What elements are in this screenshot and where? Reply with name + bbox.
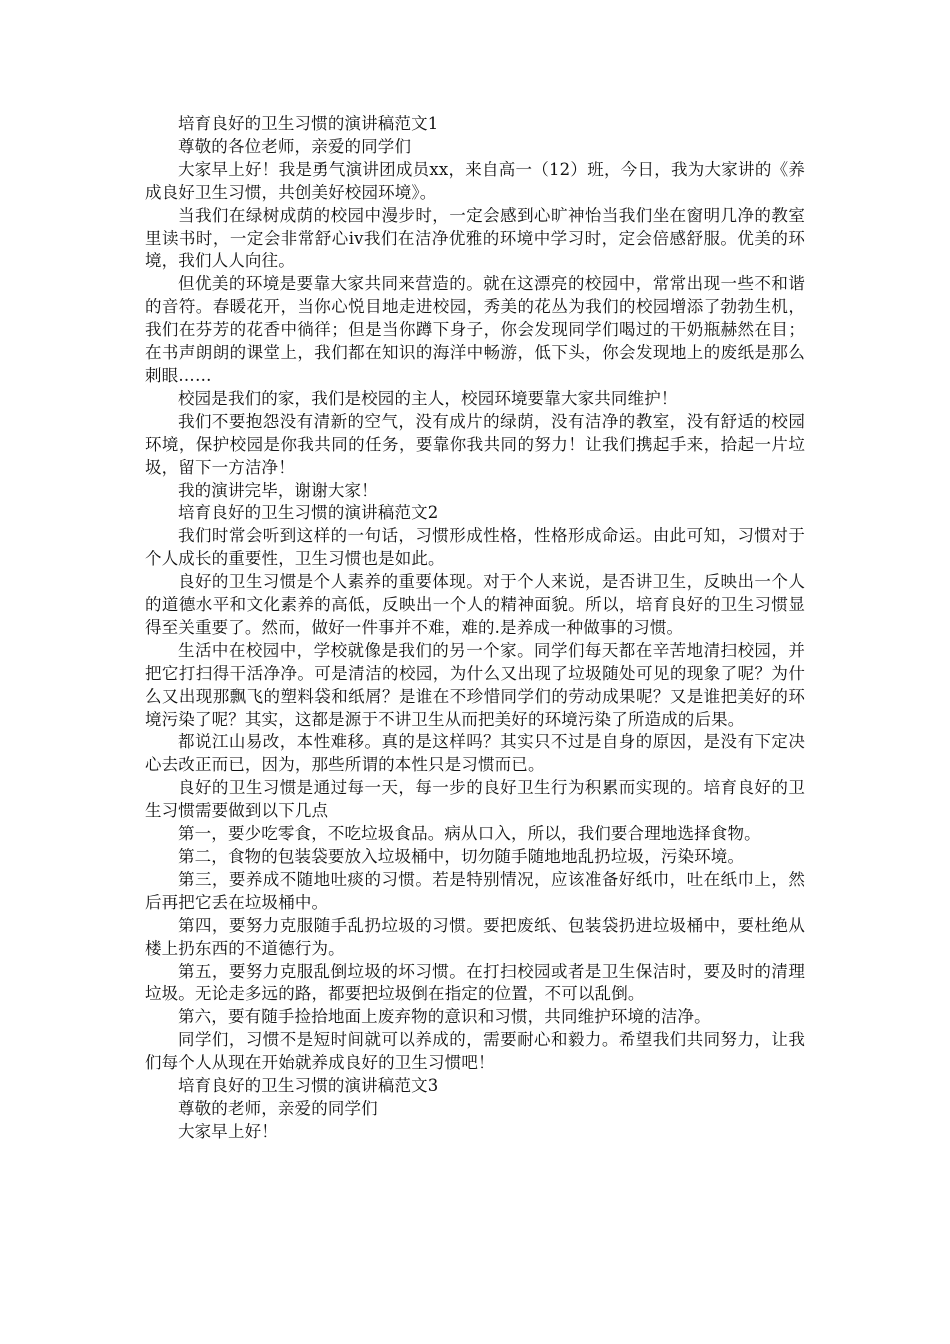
paragraph: 大家早上好！我是勇气演讲团成员xx，来自高一（12）班，今日，我为大家讲的《养成良好卫生习惯，共创美好校园环境》。 — [145, 159, 805, 202]
paragraph: 良好的卫生习惯是通过每一天，每一步的良好卫生行为积累而实现的。培育良好的卫生习惯需要做到以下几点 — [145, 778, 805, 821]
paragraph: 校园是我们的家，我们是校园的主人，校园环境要靠大家共同维护！ — [178, 388, 678, 408]
greeting: 大家早上好！ — [178, 1121, 278, 1141]
list-item: 第六，要有随手捡拾地面上废弃物的意识和习惯，共同维护环境的洁净。 — [178, 1007, 711, 1027]
section-title-2: 培育良好的卫生习惯的演讲稿范文2 — [178, 503, 439, 523]
list-item: 第四，要努力克服随手乱扔垃圾的习惯。要把废纸、包装袋扔进垃圾桶中，要杜绝从楼上扔东西的不道德行为。 — [145, 915, 805, 958]
salutation: 尊敬的老师，亲爱的同学们 — [178, 1098, 378, 1118]
list-item: 第五，要努力克服乱倒垃圾的坏习惯。在打扫校园或者是卫生保洁时，要及时的清理垃圾。无论走多远的路，都要把垃圾倒在指定的位置，不可以乱倒。 — [145, 961, 805, 1004]
paragraph: 当我们在绿树成荫的校园中漫步时，一定会感到心旷神怡当我们坐在窗明几净的教室里读书时，一定会非常舒心iv我们在洁净优雅的环境中学习时，定会倍感舒服。优美的环境，我们人人向往。 — [145, 205, 805, 271]
paragraph: 我们不要抱怨没有清新的空气，没有成片的绿荫，没有洁净的教室，没有舒适的校园环境，保护校园是你我共同的任务，要靠你我共同的努力！让我们携起手来，拾起一片垃圾，留下一方洁净！ — [145, 411, 805, 477]
section-title-1: 培育良好的卫生习惯的演讲稿范文1 — [178, 114, 439, 133]
paragraph: 同学们，习惯不是短时间就可以养成的，需要耐心和毅力。希望我们共同努力，让我们每个人从现在开始就养成良好的卫生习惯吧！ — [145, 1030, 805, 1073]
paragraph: 我们时常会听到这样的一句话，习惯形成性格，性格形成命运。由此可知，习惯对于个人成长的重要性，卫生习惯也是如此。 — [145, 526, 805, 569]
section-title-3: 培育良好的卫生习惯的演讲稿范文3 — [178, 1076, 439, 1096]
paragraph: 生活中在校园中，学校就像是我们的另一个家。同学们每天都在辛苦地清扫校园，并把它打扫得干活净净。可是清洁的校园，为什么又出现了垃圾随处可见的现象了呢？为什么又出现那飘飞的塑料袋和纸屑？是谁在不珍惜同学们的劳动成果呢？又是谁把美好的环境污染了呢？其实，这都是源于不讲卫生从而把美好的环境污染了所造成的后果。 — [145, 640, 805, 729]
list-item: 第三，要养成不随地吐痰的习惯。若是特别情况，应该准备好纸巾，吐在纸巾上，然后再把它丢在垃圾桶中。 — [145, 869, 805, 912]
list-item: 第一，要少吃零食，不吃垃圾食品。病从口入，所以，我们要合理地选择食物。 — [178, 824, 761, 844]
closing-line: 我的演讲完毕，谢谢大家！ — [178, 480, 378, 500]
paragraph: 都说江山易改，本性难移。真的是这样吗？其实只不过是自身的原因，是没有下定决心去改正而已，因为，那些所谓的本性只是习惯而已。 — [145, 732, 805, 775]
document-body — [145, 113, 805, 1144]
paragraph: 良好的卫生习惯是个人素养的重要体现。对于个人来说，是否讲卫生，反映出一个人的道德水平和文化素养的高低，反映出一个人的精神面貌。所以，培育良好的卫生习惯显得至关重要了。然而，做好一件事并不难，难的.是养成一种做事的习惯。 — [145, 572, 805, 637]
list-item: 第二，食物的包装袋要放入垃圾桶中，切勿随手随地地乱扔垃圾，污染环境。 — [178, 847, 745, 866]
salutation: 尊敬的各位老师，亲爱的同学们 — [178, 136, 412, 156]
paragraph: 但优美的环境是要靠大家共同来营造的。就在这漂亮的校园中，常常出现一些不和谐的音符。春暖花开，当你心悦目地走进校园，秀美的花丛为我们的校园增添了勃勃生机，我们在芬芳的花香中徜徉；但是当你蹲下身子，你会发现同学们喝过的干奶瓶赫然在目；在书声朗朗的课堂上，我们都在知识的海洋中畅游，低下头，你会发现地上的废纸是那么刺眼…… — [145, 274, 805, 385]
